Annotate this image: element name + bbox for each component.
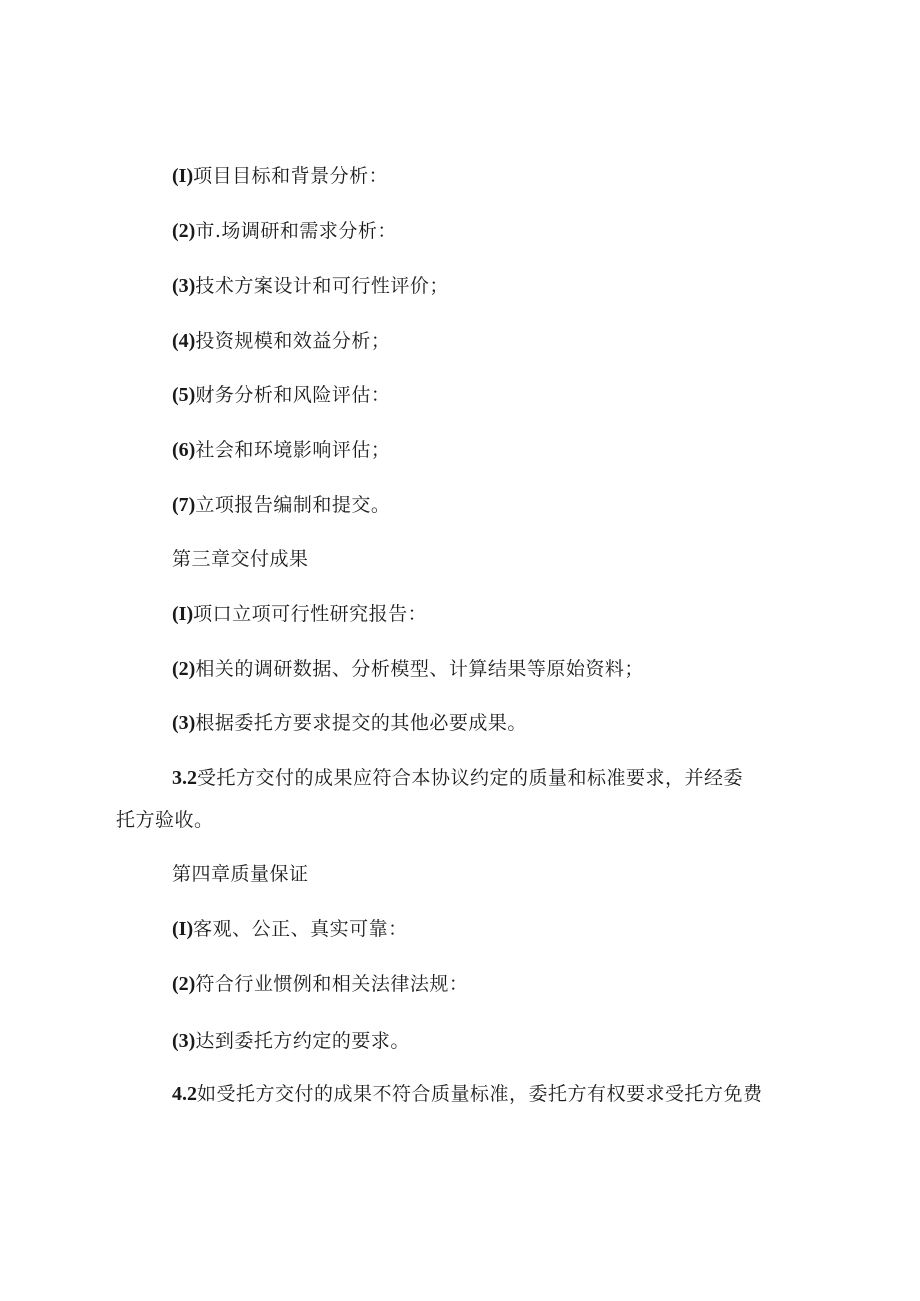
list-item: [172, 274, 449, 298]
item-text: 项目目标和背景分析：: [193, 165, 389, 187]
list-item: [172, 711, 527, 735]
list-item: [172, 383, 390, 407]
item-text: 相关的调研数据、分析模型、计算结果等原始资料；: [195, 658, 644, 680]
item-number: (2): [172, 973, 196, 995]
list-item: [172, 972, 468, 996]
paragraph-text: 受托方交付的成果应符合本协议约定的质量和标准要求，并经委: [197, 767, 744, 789]
list-item: [172, 602, 427, 626]
item-number: (2): [172, 658, 196, 680]
chapter-heading: [172, 547, 309, 571]
paragraph-text: 如受托方交付的成果不符合质量标准，委托方有权要求受托方免费: [197, 1083, 763, 1105]
list-item: [172, 1029, 410, 1053]
paragraph-text: 托方验收。: [116, 809, 214, 831]
list-item: [172, 329, 390, 353]
item-text: 投资规模和效益分析；: [195, 330, 391, 352]
item-text: 技术方案设计和可行性评价；: [195, 275, 449, 297]
list-item: [172, 917, 408, 941]
list-item: [172, 219, 397, 243]
paragraph-line: [172, 766, 743, 790]
list-item: [172, 438, 390, 462]
paragraph-continuation: [116, 808, 214, 832]
item-text: 符合行业惯例和相关法律法规：: [195, 973, 469, 995]
item-number: (I): [172, 165, 194, 187]
heading-text: 第三章交付成果: [172, 548, 309, 570]
item-number: (2): [172, 220, 196, 242]
item-number: (3): [172, 712, 196, 734]
list-item: [172, 657, 644, 681]
item-text: 立项报告编制和提交。: [195, 494, 391, 516]
clause-number: 3.2: [172, 767, 197, 789]
item-text: 社会和环境影响评估；: [195, 439, 391, 461]
item-number: (5): [172, 384, 196, 406]
item-number: (6): [172, 439, 196, 461]
heading-text: 第四章质量保证: [172, 863, 309, 885]
clause-number: 4.2: [172, 1083, 197, 1105]
item-number: (I): [172, 603, 194, 625]
item-text: 项口立项可行性研究报告：: [193, 603, 428, 625]
item-text: 财务分析和风险评估：: [195, 384, 391, 406]
item-text: 根据委托方要求提交的其他必要成果。: [195, 712, 527, 734]
item-number: (4): [172, 330, 196, 352]
item-text: 客观、公正、真实可靠：: [193, 918, 408, 940]
item-number: (3): [172, 1030, 196, 1052]
item-number: (3): [172, 275, 196, 297]
chapter-heading: [172, 862, 309, 886]
list-item: [172, 164, 388, 188]
item-text: 市.场调研和需求分析：: [195, 220, 397, 242]
list-item: [172, 493, 390, 517]
item-text: 达到委托方约定的要求。: [195, 1030, 410, 1052]
item-number: (I): [172, 918, 194, 940]
paragraph-line: [172, 1082, 763, 1106]
item-number: (7): [172, 494, 196, 516]
